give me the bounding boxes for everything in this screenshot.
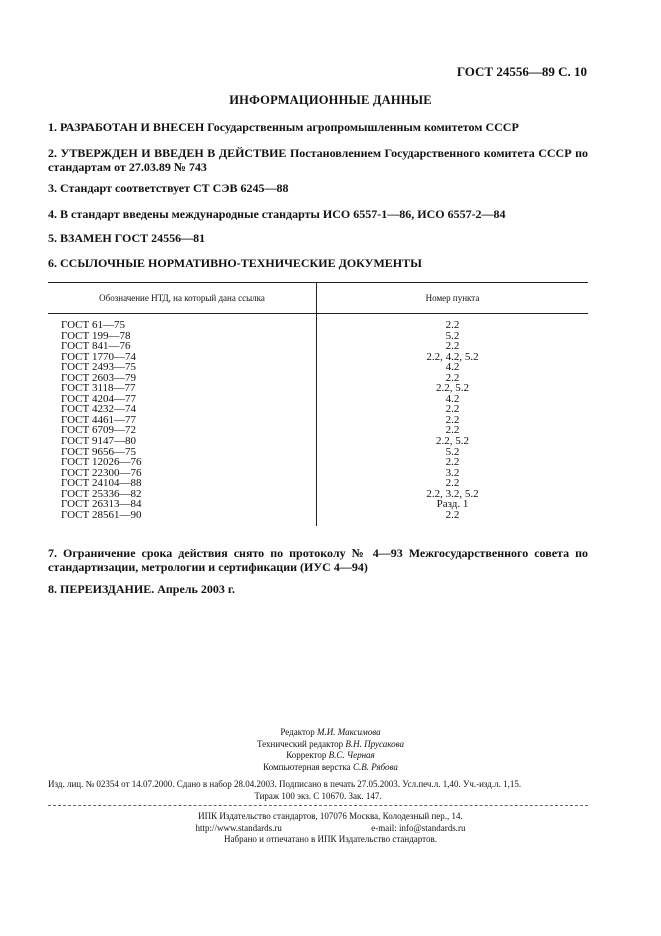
cell-clause: 2.2 (445, 424, 460, 437)
credit-name: В.С. Черная (328, 750, 375, 760)
document-reference: ГОСТ 24556—89 С. 10 (456, 64, 587, 79)
cell-clause: 2.2 (445, 477, 460, 490)
cell-document: ГОСТ 12026—76 (48, 457, 317, 468)
item-text: РАЗРАБОТАН И ВНЕСЕН Государственным агропромышленным комитетом СССР (60, 120, 519, 134)
info-item-8 (48, 582, 588, 596)
credit-name: В.Н. Прусакова (345, 738, 405, 749)
column-header-document: Обозначение НТД, на который дана ссылка (48, 283, 317, 314)
info-item-4 (48, 207, 588, 221)
credit-name: С.В. Рябова (352, 761, 398, 772)
item-number: 1. (48, 120, 57, 134)
credit-role: Компьютерная верстка (263, 761, 351, 772)
credit-layout (0, 762, 661, 774)
credit-role: Корректор (286, 750, 327, 760)
cell-document: ГОСТ 4461—77 (48, 415, 317, 426)
imprint-line-2: Тираж 100 экз. С 10670. Зак. 147. (254, 790, 382, 801)
item-text: Стандарт соответствует СТ СЭВ 6245—88 (60, 181, 289, 195)
item-text: ПЕРЕИЗДАНИЕ. Апрель 2003 г. (60, 582, 235, 596)
cell-clause: 2.2 (445, 371, 460, 384)
cell-document: ГОСТ 26313—84 (48, 499, 317, 510)
cell-document: ГОСТ 22300—76 (48, 468, 317, 479)
cell-document: ГОСТ 9656—75 (48, 447, 317, 458)
item-text: Ограничение срока действия снято по протоколу № 4—93 Межгосударственного совета по стандартизации, метрологии и сертификации (ИУС 4—94) (48, 546, 589, 574)
cell-clause: 3.2 (445, 466, 460, 479)
item-number: 6. (48, 256, 57, 270)
table-row (48, 510, 588, 521)
table-row (48, 436, 588, 447)
item-text: В стандарт введены международные стандарты ИСО 6557-1—86, ИСО 6557-2—84 (60, 207, 506, 221)
website-link[interactable]: http://www.standards.ru (195, 822, 282, 833)
cell-clause: Разд. 1 (436, 498, 469, 511)
info-item-3 (48, 181, 588, 195)
cell-document: ГОСТ 841—76 (48, 341, 317, 352)
item-text: ССЫЛОЧНЫЕ НОРМАТИВНО-ТЕХНИЧЕСКИЕ ДОКУМЕНТЫ (60, 256, 422, 270)
referenced-documents-table (48, 282, 588, 526)
info-item-6 (48, 256, 588, 270)
item-number: 5. (48, 231, 57, 245)
cell-document: ГОСТ 2493—75 (48, 362, 317, 373)
table-header-row (48, 283, 588, 314)
cell-clause: 2.2 (445, 456, 460, 469)
cell-document: ГОСТ 25336—82 (48, 489, 317, 500)
credit-technical-editor (0, 739, 661, 751)
email-link[interactable]: e-mail: info@standards.ru (371, 822, 466, 833)
cell-document: ГОСТ 28561—90 (48, 510, 317, 521)
cell-clause: 2.2, 4.2, 5.2 (426, 350, 479, 363)
cell-document: ГОСТ 9147—80 (48, 436, 317, 447)
credit-editor (0, 727, 661, 739)
item-text: ВЗАМЕН ГОСТ 24556—81 (60, 231, 206, 245)
credit-role: Технический редактор (256, 738, 344, 749)
item-number: 3. (48, 181, 57, 195)
credit-name: М.И. Максимова (317, 727, 381, 737)
item-number: 8. (48, 582, 57, 596)
cell-document: ГОСТ 24104—88 (48, 478, 317, 489)
cell-clause: 2.2, 5.2 (436, 435, 469, 448)
page-title: ИНФОРМАЦИОННЫЕ ДАННЫЕ (229, 93, 432, 107)
cell-clause: 2.2 (445, 340, 460, 353)
info-item-7 (48, 546, 588, 574)
publisher-address: ИПК Издательство стандартов, 107076 Москва, Колодезный пер., 14. (198, 811, 463, 821)
cell-document: ГОСТ 1770—74 (48, 352, 317, 363)
cell-document: ГОСТ 4232—74 (48, 404, 317, 415)
publisher-contacts (0, 823, 661, 835)
cell-clause: 2.2, 5.2 (436, 382, 469, 395)
item-number: 2. (48, 146, 57, 160)
cell-clause: 4.2 (445, 392, 460, 405)
cell-clause: 5.2 (445, 329, 460, 342)
cell-clause: 2.2 (445, 403, 460, 416)
cell-clause: 2.2 (445, 413, 460, 426)
cell-clause: 2.2 (445, 319, 460, 331)
publisher-note: Набрано и отпечатано в ИПК Издательство стандартов. (224, 834, 437, 844)
cell-document: ГОСТ 4204—77 (48, 394, 317, 405)
column-header-clause: Номер пункта (317, 283, 589, 314)
info-item-2 (48, 146, 588, 174)
cell-document: ГОСТ 3118—77 (48, 383, 317, 394)
cell-clause: 2.2, 3.2, 5.2 (426, 487, 479, 500)
credit-proofreader (0, 750, 661, 762)
cell-clause: 4.2 (445, 361, 460, 374)
publisher-block (0, 811, 661, 846)
cell-clause: 5.2 (445, 445, 460, 458)
item-number: 7. (48, 546, 57, 560)
credits-block (0, 727, 661, 773)
info-item-5 (48, 231, 588, 245)
imprint-block (48, 779, 588, 802)
cell-document: ГОСТ 199—78 (48, 331, 317, 342)
divider (48, 805, 588, 806)
cell-document: ГОСТ 6709—72 (48, 425, 317, 436)
cell-document: ГОСТ 2603—79 (48, 373, 317, 384)
table-row (48, 320, 588, 331)
credit-role: Редактор (280, 727, 315, 737)
imprint-line-1: Изд. лиц. № 02354 от 14.07.2000. Сдано в набор 28.04.2003. Подписано в печать 27.05.2003. Усл.печ.л. 1,40. Уч.-изд.л. 1,15. (48, 779, 522, 789)
cell-clause: 2.2 (445, 508, 460, 521)
cell-document: ГОСТ 61—75 (48, 320, 317, 331)
info-item-1 (48, 120, 588, 134)
item-text: УТВЕРЖДЕН И ВВЕДЕН В ДЕЙСТВИЕ Постановлением Государственного комитета СССР по стандартам от 27.03.89 № 743 (48, 146, 589, 174)
item-number: 4. (48, 207, 57, 221)
